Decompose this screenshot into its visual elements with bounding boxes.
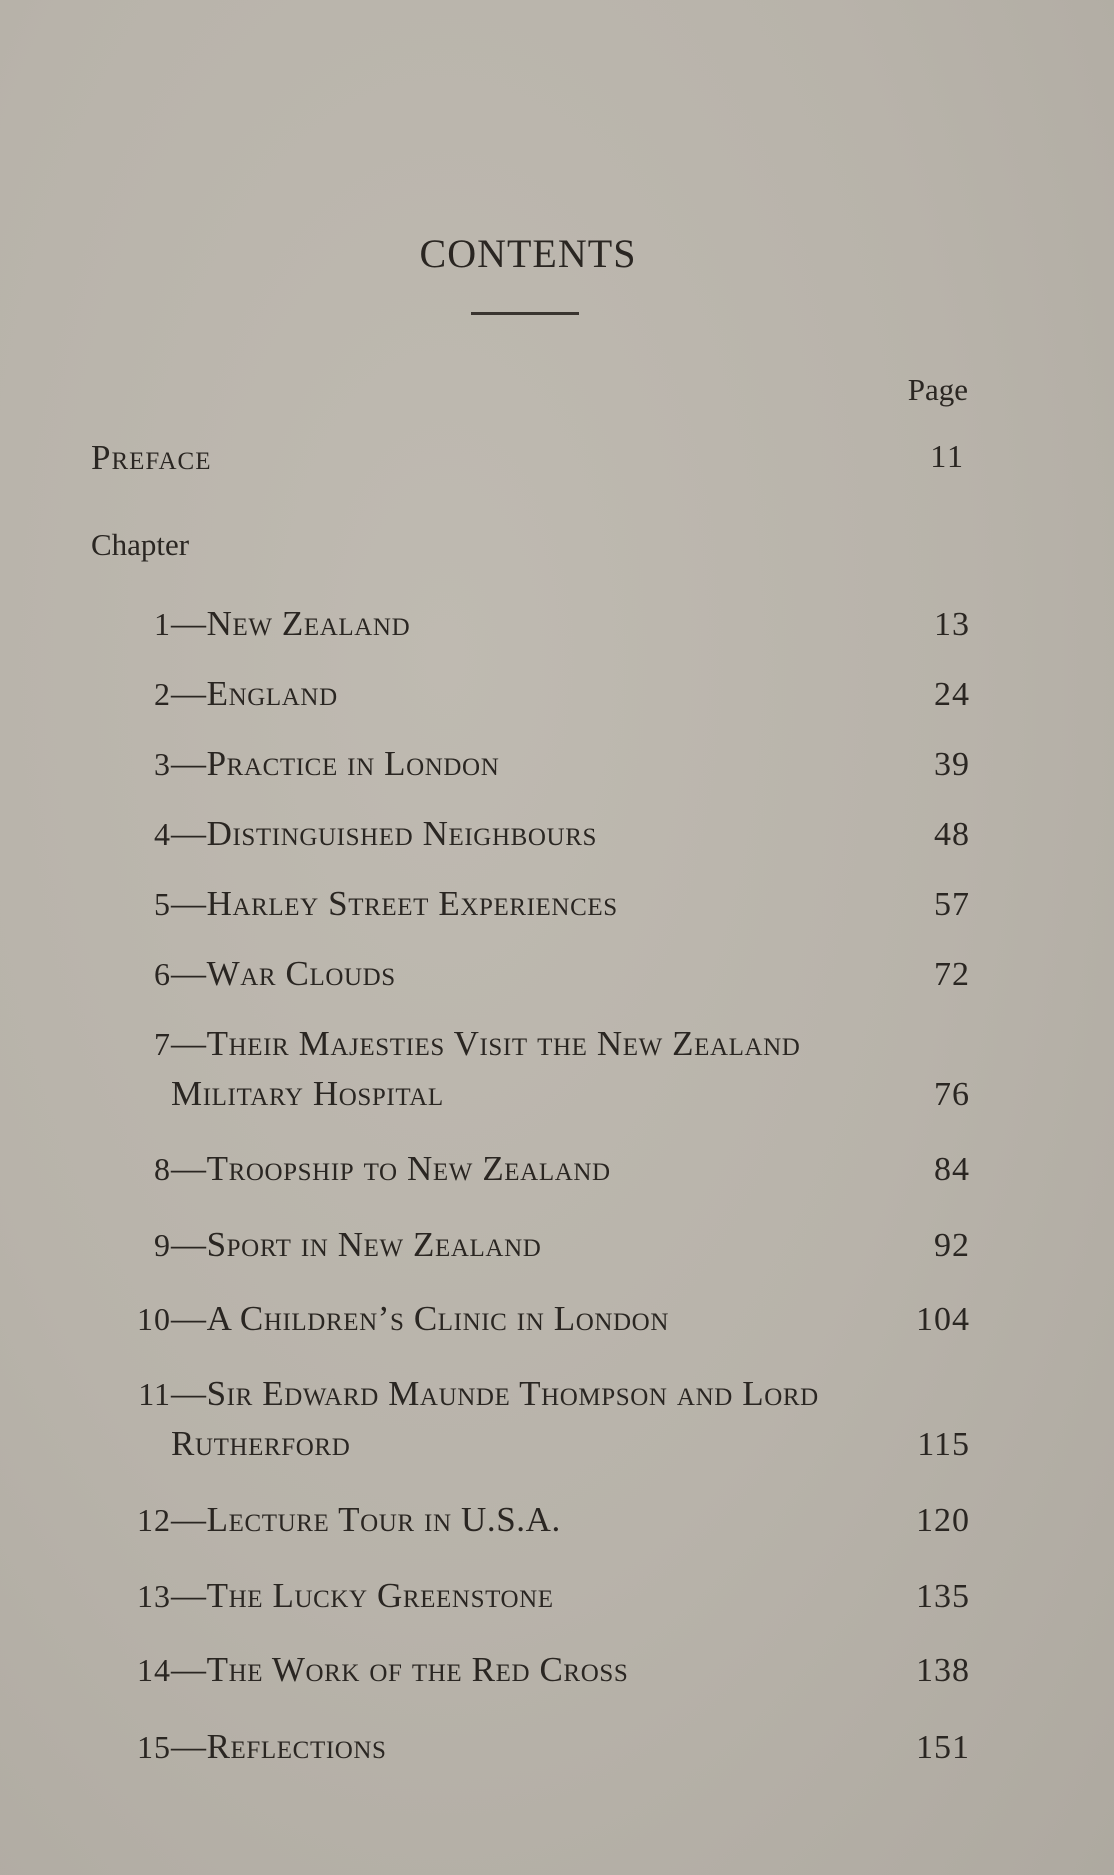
toc-entry <box>90 674 970 714</box>
chapter-page-number: 13 <box>934 606 970 643</box>
chapter-page-number: 104 <box>916 1301 970 1338</box>
toc-entry-line <box>90 674 970 714</box>
page-title: CONTENTS <box>419 231 637 276</box>
chapter-number: 13 <box>137 1578 171 1614</box>
chapter-dash: — <box>171 814 207 853</box>
chapter-number: 10 <box>137 1301 171 1337</box>
toc-entry <box>90 954 970 994</box>
chapter-dash: — <box>171 1650 207 1689</box>
chapter-dash: — <box>171 1024 207 1063</box>
chapter-page-number: 76 <box>934 1076 970 1113</box>
toc-entry <box>90 1650 970 1690</box>
chapter-title: England <box>206 674 338 713</box>
toc-entry <box>90 1225 970 1265</box>
chapter-title: Distinguished Neighbours <box>206 814 597 853</box>
chapter-number: 5 <box>154 886 171 922</box>
chapter-page-number: 135 <box>916 1578 970 1615</box>
chapter-dash: — <box>171 1576 207 1615</box>
chapter-dash: — <box>171 1374 207 1413</box>
toc-entry-line <box>90 1149 970 1189</box>
toc-entry <box>90 884 970 924</box>
toc-entry-line <box>90 1650 970 1690</box>
chapter-title: Sir Edward Maunde Thompson and Lord <box>206 1374 819 1413</box>
toc-entry <box>90 1299 970 1339</box>
chapter-title: The Lucky Greenstone <box>206 1576 554 1615</box>
chapter-page-number: 24 <box>934 676 970 713</box>
chapter-number: 4 <box>154 816 171 852</box>
toc-entry-line <box>90 884 970 924</box>
chapter-title: New Zealand <box>206 604 411 643</box>
toc-entry <box>90 814 970 854</box>
toc-entry-line <box>90 604 970 644</box>
chapter-page-number: 138 <box>916 1652 970 1689</box>
chapter-page-number: 92 <box>934 1227 970 1264</box>
chapter-title: Harley Street Experiences <box>206 884 618 923</box>
title-rule <box>471 312 579 315</box>
toc-entry-line <box>90 1500 970 1540</box>
toc-entry-line <box>90 1727 970 1767</box>
chapter-dash: — <box>171 1299 207 1338</box>
toc-entry-line <box>90 1024 970 1064</box>
chapter-number: 14 <box>137 1652 171 1688</box>
toc-entry-line <box>90 1299 970 1339</box>
chapter-dash: — <box>171 884 207 923</box>
chapter-title: Troopship to New Zealand <box>206 1149 611 1188</box>
toc-entry-line <box>90 1374 970 1414</box>
chapter-page-number: 120 <box>916 1502 970 1539</box>
preface-page-number: 11 <box>930 438 965 474</box>
toc-entry <box>90 1727 970 1767</box>
chapter-number: 15 <box>137 1729 171 1765</box>
toc-entry <box>90 1149 970 1189</box>
chapter-page-number: 115 <box>917 1426 970 1463</box>
chapter-number: 7 <box>154 1026 171 1062</box>
chapter-page-number: 57 <box>934 886 970 923</box>
toc-entry <box>90 1500 970 1540</box>
chapter-title: Lecture Tour in U.S.A. <box>206 1500 561 1539</box>
chapter-title: The Work of the Red Cross <box>206 1650 629 1689</box>
toc-entry <box>90 1576 970 1616</box>
chapter-dash: — <box>171 1727 207 1766</box>
chapter-dash: — <box>171 954 207 993</box>
chapter-dash: — <box>171 604 207 643</box>
chapter-number: 6 <box>154 956 171 992</box>
chapter-title: Sport in New Zealand <box>206 1225 542 1264</box>
toc-entry-line <box>90 1576 970 1616</box>
chapter-dash: — <box>171 744 207 783</box>
toc-entry <box>90 1024 970 1114</box>
chapter-page-number: 84 <box>934 1151 970 1188</box>
chapter-dash: — <box>171 1149 207 1188</box>
toc-entry <box>90 604 970 644</box>
chapter-dash: — <box>171 674 207 713</box>
chapter-dash: — <box>171 1500 207 1539</box>
chapter-number: 12 <box>137 1502 171 1538</box>
toc-entry-line <box>90 814 970 854</box>
chapter-title: Reflections <box>206 1727 387 1766</box>
toc-entry-line <box>90 1225 970 1265</box>
toc-entry-line <box>90 744 970 784</box>
chapter-number: 1 <box>154 606 171 642</box>
chapter-page-number: 151 <box>916 1729 970 1766</box>
chapter-page-number: 72 <box>934 956 970 993</box>
chapter-page-number: 39 <box>934 746 970 783</box>
toc-entry-continuation-line <box>90 1424 970 1464</box>
page-column-heading: Page <box>907 372 968 407</box>
chapter-title: War Clouds <box>206 954 396 993</box>
chapter-number: 11 <box>138 1376 171 1412</box>
chapter-title: Practice in London <box>206 744 500 783</box>
chapter-title: Military Hospital <box>171 1074 444 1113</box>
toc-entry-continuation-line <box>90 1074 970 1114</box>
toc-entry <box>90 744 970 784</box>
chapter-dash: — <box>171 1225 207 1264</box>
chapter-number: 9 <box>154 1227 171 1263</box>
chapter-title: Their Majesties Visit the New Zealand <box>206 1024 801 1063</box>
preface-label: Preface <box>91 438 212 477</box>
chapter-column-heading: Chapter <box>91 527 190 562</box>
chapter-number: 8 <box>154 1151 171 1187</box>
chapter-page-number: 48 <box>934 816 970 853</box>
chapter-number: 2 <box>154 676 171 712</box>
chapter-title: A Children’s Clinic in London <box>206 1299 669 1338</box>
toc-entry <box>90 1374 970 1464</box>
toc-entry-line <box>90 954 970 994</box>
chapter-number: 3 <box>154 746 171 782</box>
chapter-title: Rutherford <box>171 1424 351 1463</box>
